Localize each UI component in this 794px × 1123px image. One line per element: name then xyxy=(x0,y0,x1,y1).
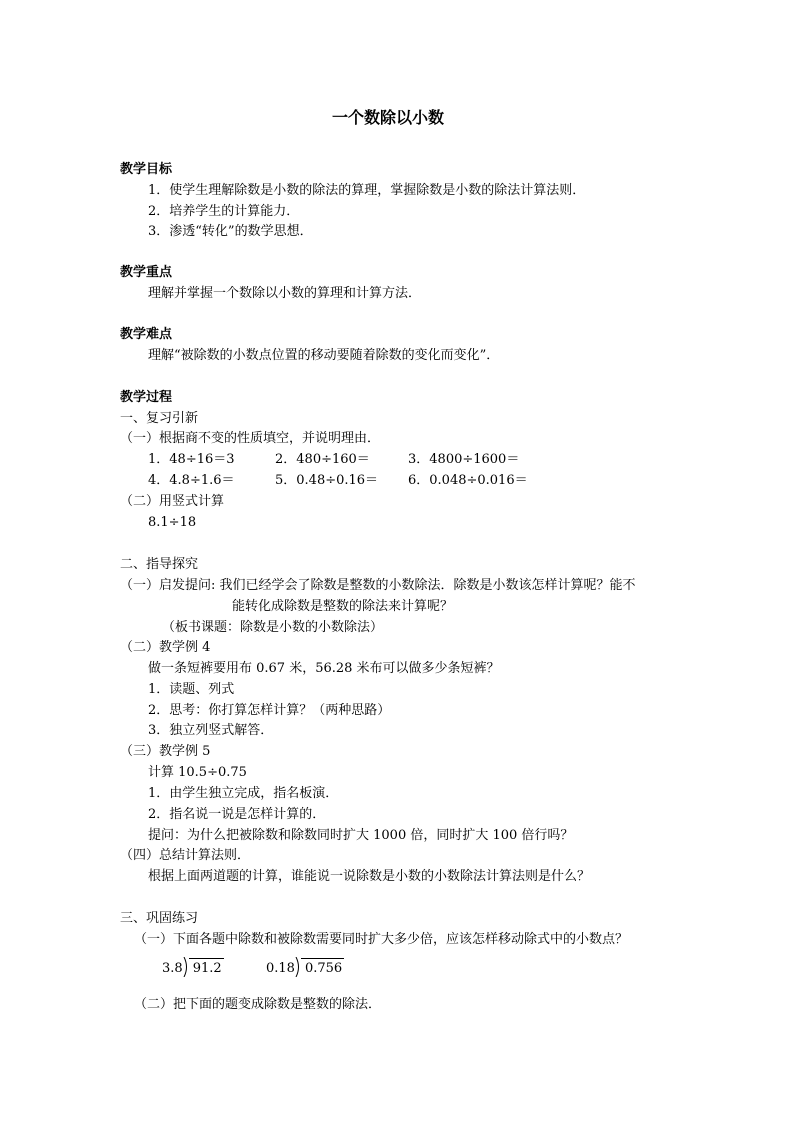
divisor: 0.18 xyxy=(266,961,295,976)
step-item: 1．读题、列式 xyxy=(148,682,235,697)
part2-sub4: （四）总结计算法则． xyxy=(120,848,251,863)
example5-text: 计算 10.5÷0.75 xyxy=(148,765,247,780)
exercise-item: 6．0.048÷0.016＝ xyxy=(408,473,528,488)
part3-sub1: （一）下面各题中除数和被除数需要同时扩大多少倍，应该怎样移动除式中的小数点？ xyxy=(134,932,629,947)
part3-title: 三、巩固练习 xyxy=(120,911,199,926)
dividend: 91.2 xyxy=(189,958,224,978)
step-item: 2．指名说一说是怎样计算的． xyxy=(148,807,326,822)
part3-sub2: （二）把下面的题变成除数是整数的除法． xyxy=(134,997,382,1012)
exercise-item: 2．480÷160＝ xyxy=(275,452,370,467)
summary-text: 根据上面两道题的计算，谁能说一说除数是小数的小数除法计算法则是什么？ xyxy=(148,869,591,884)
exercise-item: 3．4800÷1600＝ xyxy=(408,452,520,467)
step-item: 2．思考：你打算怎样计算？（两种思路） xyxy=(148,703,391,718)
difficulties-heading: 教学难点 xyxy=(120,327,173,342)
divisor: 3.8 xyxy=(162,961,183,976)
key-points-heading: 教学重点 xyxy=(120,265,173,280)
goal-item: 3．渗透“转化”的数学思想． xyxy=(148,224,313,239)
difficulties-text: 理解“被除数的小数点位置的移动要随着除数的变化而变化”． xyxy=(148,348,500,363)
part1-sub1: （一）根据商不变的性质填空，并说明理由． xyxy=(120,431,381,446)
goal-item: 1．使学生理解除数是小数的除法的算理，掌握除数是小数的除法计算法则． xyxy=(148,183,586,198)
step-item: 3．独立列竖式解答． xyxy=(148,723,274,738)
part2-sub2: （二）教学例 4 xyxy=(120,640,211,655)
long-division-2 xyxy=(266,957,344,978)
part2-sub1: （一）启发提问: 我们已经学会了除数是整数的小数除法．除数是小数该怎样计算呢？能不 xyxy=(120,578,636,593)
example4-text: 做一条短裤要用布 0.67 米，56.28 米布可以做多少条短裤？ xyxy=(148,661,500,676)
question-text: 提问：为什么把被除数和除数同时扩大 1000 倍，同时扩大 100 倍行吗？ xyxy=(148,828,574,843)
exercise-item: 4．4.8÷1.6＝ xyxy=(148,473,235,488)
long-division-1 xyxy=(162,957,224,978)
part2-sub1-continued: 能转化成除数是整数的除法来计算呢？ xyxy=(232,599,454,614)
step-item: 1．由学生独立完成，指名板演． xyxy=(148,786,339,801)
goal-item: 2．培养学生的计算能力． xyxy=(148,204,300,219)
vertical-calc-item: 8.1÷18 xyxy=(148,515,197,530)
exercise-item: 1．48÷16＝3 xyxy=(148,452,235,467)
key-points-text: 理解并掌握一个数除以小数的算理和计算方法． xyxy=(148,286,422,301)
blackboard-note: （板书课题：除数是小数的小数除法） xyxy=(162,620,384,635)
page-title: 一个数除以小数 xyxy=(332,108,445,127)
part2-sub3: （三）教学例 5 xyxy=(120,744,211,759)
part2-title: 二、指导探究 xyxy=(120,557,199,572)
exercise-item: 5．0.48÷0.16＝ xyxy=(275,473,379,488)
goals-heading: 教学目标 xyxy=(120,162,173,177)
part1-sub2: （二）用竖式计算 xyxy=(120,494,225,509)
process-heading: 教学过程 xyxy=(120,390,173,405)
dividend: 0.756 xyxy=(301,958,344,978)
part1-title: 一、复习引新 xyxy=(120,411,199,426)
